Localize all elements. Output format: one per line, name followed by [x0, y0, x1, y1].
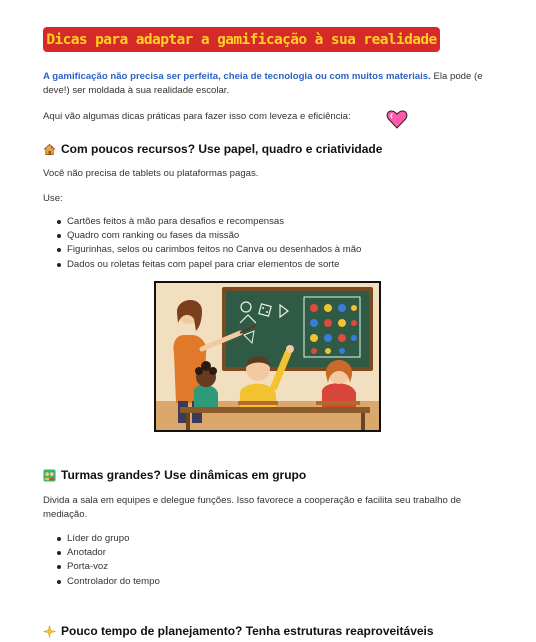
section1-use-label: Use: — [43, 193, 63, 204]
list-item: Porta-voz — [55, 560, 160, 574]
list-item: Dados ou roletas feitas com papel para criar elementos de sorte — [55, 258, 361, 272]
list-item: Quadro com ranking ou fases da missão — [55, 229, 361, 243]
list-item: Anotador — [55, 546, 160, 560]
list-item: Figurinhas, selos ou carimbos feitos no Canva ou desenhados à mão — [55, 243, 361, 257]
section2-list — [55, 532, 160, 589]
page-title: Dicas para adaptar a gamificação à sua realidade — [46, 31, 437, 48]
heart-icon — [386, 108, 408, 130]
sparkle-icon — [43, 625, 56, 638]
tips-line: Aqui vão algumas dicas práticas para fazer isso com leveza e eficiência: — [43, 111, 351, 122]
title-banner — [43, 27, 440, 52]
intro-highlight: A gamificação não precisa ser perfeita, cheia de tecnologia ou com muitos materiais. — [43, 71, 431, 82]
section1-note: Você não precisa de tablets ou plataformas pagas. — [43, 168, 259, 179]
intro-rest: Ela pode (e deve!) ser moldada à sua realidade escolar. — [43, 71, 483, 96]
section1-heading-text: Com poucos recursos? Use papel, quadro e criatividade — [61, 142, 383, 156]
house-icon — [43, 143, 56, 156]
classroom-scene-image — [156, 283, 379, 430]
list-item: Cartões feitos à mão para desafios e recompensas — [55, 215, 361, 229]
list-item: Líder do grupo — [55, 532, 160, 546]
team-icon — [43, 469, 56, 482]
classroom-illustration — [154, 281, 381, 432]
section1-list — [55, 215, 361, 272]
section2-text: Divida a sala em equipes e delegue funções. Isso favorece a cooperação e facilita seu trabalho de mediação. — [43, 495, 462, 520]
intro-paragraph — [43, 70, 493, 98]
section2-heading — [43, 468, 306, 482]
list-item: Controlador do tempo — [55, 575, 160, 589]
section3-heading-text: Pouco tempo de planejamento? Tenha estruturas reaproveitáveis — [61, 624, 434, 638]
section2-heading-text: Turmas grandes? Use dinâmicas em grupo — [61, 468, 307, 482]
section3-heading — [43, 624, 434, 638]
section1-heading — [43, 142, 382, 156]
